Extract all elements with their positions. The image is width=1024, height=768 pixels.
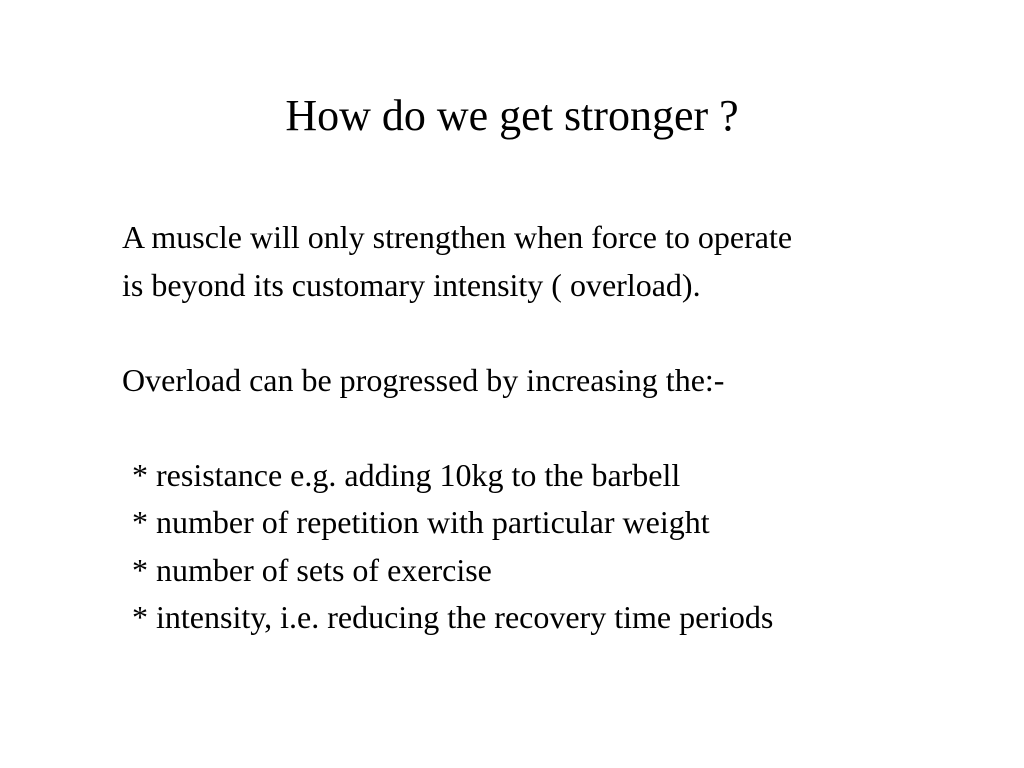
bullet-sets: * number of sets of exercise — [132, 551, 492, 588]
bullet-resistance: * resistance e.g. adding 10kg to the barbell — [132, 456, 681, 493]
slide-title: How do we get stronger ? — [285, 91, 739, 140]
bullet-intensity: * intensity, i.e. reducing the recovery time periods — [132, 599, 774, 635]
paragraph-line-2: is beyond its customary intensity ( overload). — [122, 266, 701, 303]
list-spacer — [122, 404, 1012, 452]
paragraph-line-1: A muscle will only strengthen when force to operate — [122, 219, 793, 255]
overload-intro: Overload can be progressed by increasing the:- — [122, 361, 725, 398]
slide-body — [122, 214, 1012, 642]
paragraph-spacer — [122, 309, 1012, 357]
bullet-repetitions: * number of repetition with particular weight — [132, 504, 710, 540]
